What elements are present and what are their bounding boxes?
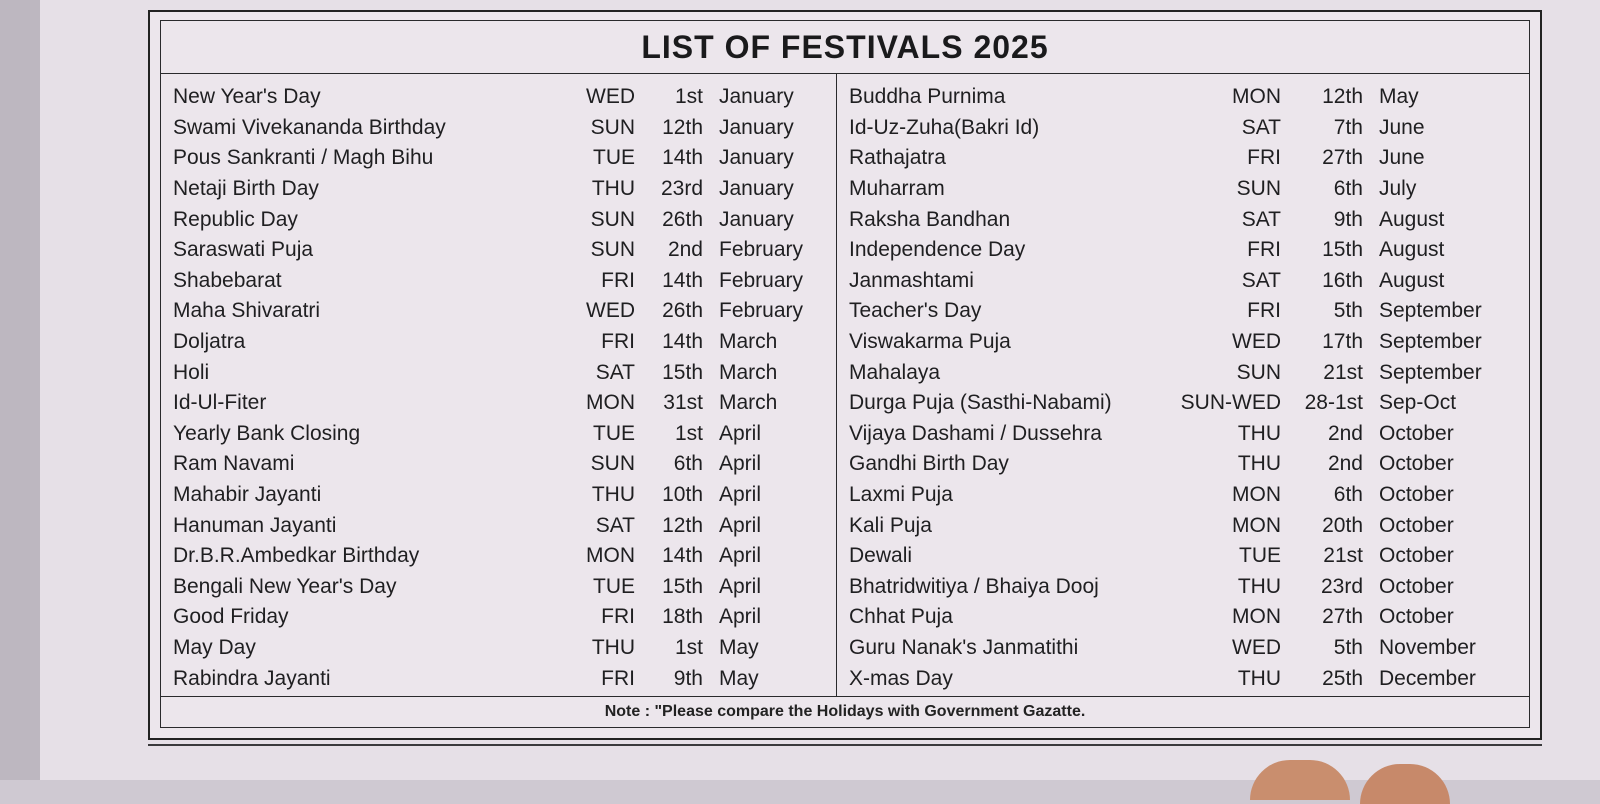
festival-row: [173, 357, 826, 388]
festival-name: Holi: [173, 360, 210, 384]
festival-day: FRI: [601, 605, 635, 629]
page-edge: [0, 0, 41, 780]
festival-name: Dewali: [849, 544, 913, 568]
festival-date: 12th: [662, 513, 703, 537]
festival-date: 18th: [662, 605, 703, 629]
festival-table: [161, 74, 1529, 697]
festival-name: Ram Navami: [173, 452, 295, 476]
festival-row: [849, 602, 1519, 633]
festival-day: TUE: [593, 574, 635, 598]
festival-month: March: [719, 330, 778, 354]
festival-name: Maha Shivaratri: [173, 299, 321, 323]
festival-name: Yearly Bank Closing: [173, 421, 361, 445]
festival-month: Sep-Oct: [1379, 391, 1457, 415]
festival-day: WED: [1232, 635, 1281, 659]
festival-month: October: [1379, 544, 1454, 568]
festival-date: 2nd: [1327, 421, 1363, 445]
festival-date: 10th: [662, 483, 703, 507]
festival-name: Muharram: [849, 177, 945, 201]
festival-month: April: [719, 605, 762, 629]
festival-row: [849, 480, 1519, 511]
festival-date: 15th: [662, 574, 703, 598]
festival-month: May: [719, 666, 759, 690]
festival-name: Mahabir Jayanti: [173, 483, 322, 507]
festival-row: [173, 143, 826, 174]
festival-date: 14th: [662, 544, 703, 568]
festival-date: 21st: [1323, 360, 1363, 384]
page-title: LIST OF FESTIVALS 2025: [641, 28, 1049, 65]
festival-name: Kali Puja: [849, 513, 932, 537]
festival-day: SUN-WED: [1180, 391, 1281, 415]
festival-day: SAT: [595, 360, 635, 384]
festival-day: SAT: [1241, 207, 1281, 231]
festival-row: [173, 113, 826, 144]
festival-month: February: [719, 238, 804, 262]
note-text: Note : "Please compare the Holidays with Government Gazatte.: [604, 703, 1086, 720]
festival-month: April: [719, 574, 762, 598]
festival-name: Janmashtami: [849, 268, 974, 292]
festival-row: [173, 449, 826, 480]
festival-month: October: [1379, 513, 1454, 537]
festival-month: March: [719, 360, 778, 384]
festival-month: January: [719, 146, 794, 170]
festival-date: 14th: [662, 330, 703, 354]
festival-month: April: [719, 544, 762, 568]
festival-day: TUE: [593, 421, 635, 445]
festival-date: 12th: [1322, 85, 1363, 109]
festival-day: TUE: [1239, 544, 1281, 568]
festival-day: THU: [1237, 421, 1281, 445]
festival-row: [849, 388, 1519, 419]
festival-name: May Day: [173, 635, 256, 659]
festival-date: 23rd: [660, 177, 703, 201]
festival-row: [173, 419, 826, 450]
festival-month: April: [719, 421, 762, 445]
festival-date: 21st: [1323, 544, 1363, 568]
festival-month: February: [719, 299, 804, 323]
note-bar: [161, 696, 1529, 727]
festival-date: 6th: [1333, 483, 1363, 507]
festival-row: [849, 235, 1519, 266]
festival-day: WED: [586, 299, 635, 323]
festival-row: [173, 633, 826, 664]
festival-name: X-mas Day: [849, 666, 953, 690]
festival-date: 6th: [673, 452, 703, 476]
festival-list-inner-border: [160, 20, 1530, 728]
festival-row: [849, 113, 1519, 144]
festival-name: Id-Uz-Zuha(Bakri Id): [849, 115, 1040, 139]
festival-row: [849, 357, 1519, 388]
festival-name: Republic Day: [173, 207, 298, 231]
festival-day: SAT: [1241, 115, 1281, 139]
festival-row: [849, 266, 1519, 297]
festival-name: Rathajatra: [849, 146, 946, 170]
festival-row: [173, 388, 826, 419]
festival-name: Doljatra: [173, 330, 246, 354]
festival-day: FRI: [1247, 146, 1281, 170]
festival-date: 5th: [1333, 299, 1363, 323]
festival-month: December: [1379, 666, 1476, 690]
frame-bottom-rule: [148, 744, 1542, 746]
festival-date: 9th: [1333, 207, 1363, 231]
festival-name: Raksha Bandhan: [849, 207, 1011, 231]
festival-day: FRI: [1247, 238, 1281, 262]
festival-name: Chhat Puja: [849, 605, 953, 629]
festival-name: Rabindra Jayanti: [173, 666, 331, 690]
festival-date: 1st: [674, 421, 703, 445]
festival-day: MON: [1232, 605, 1281, 629]
festival-name: Swami Vivekananda Birthday: [173, 115, 446, 139]
festival-date: 20th: [1322, 513, 1363, 537]
festival-name: New Year's Day: [173, 85, 321, 109]
festival-name: Hanuman Jayanti: [173, 513, 337, 537]
festival-day: THU: [591, 483, 635, 507]
festival-row: [173, 541, 826, 572]
festival-month: October: [1379, 421, 1454, 445]
festival-row: [173, 296, 826, 327]
festival-month: October: [1379, 605, 1454, 629]
festival-name: Laxmi Puja: [849, 483, 953, 507]
festival-row: [173, 327, 826, 358]
festival-day: THU: [1237, 666, 1281, 690]
festival-date: 1st: [674, 635, 703, 659]
festival-month: June: [1379, 146, 1425, 170]
festival-month: June: [1379, 115, 1425, 139]
festival-date: 7th: [1333, 115, 1363, 139]
festival-date: 14th: [662, 268, 703, 292]
festival-day: FRI: [1247, 299, 1281, 323]
festival-row: [849, 143, 1519, 174]
festival-month: September: [1379, 299, 1482, 323]
festival-month: November: [1379, 635, 1476, 659]
festival-month: July: [1379, 177, 1417, 201]
festival-day: SUN: [1236, 177, 1281, 201]
festival-day: SUN: [590, 207, 635, 231]
festival-date: 14th: [662, 146, 703, 170]
festival-column-right: [837, 74, 1529, 697]
festival-date: 28-1st: [1304, 391, 1363, 415]
festival-date: 31st: [663, 391, 703, 415]
festival-row: [849, 204, 1519, 235]
festival-date: 1st: [674, 85, 703, 109]
festival-month: August: [1379, 238, 1445, 262]
festival-month: February: [719, 268, 804, 292]
festival-month: October: [1379, 574, 1454, 598]
title-bar: [161, 21, 1529, 74]
festival-day: THU: [1237, 574, 1281, 598]
festival-name: Buddha Purnima: [849, 85, 1006, 109]
festival-row: [173, 82, 826, 113]
festival-month: September: [1379, 360, 1482, 384]
festival-name: Bengali New Year's Day: [173, 574, 397, 598]
festival-month: May: [1379, 85, 1419, 109]
festival-month: January: [719, 85, 794, 109]
festival-day: THU: [591, 635, 635, 659]
festival-row: [173, 480, 826, 511]
festival-month: April: [719, 452, 762, 476]
festival-row: [173, 235, 826, 266]
festival-date: 27th: [1322, 146, 1363, 170]
festival-date: 2nd: [667, 238, 703, 262]
festival-name: Teacher's Day: [849, 299, 982, 323]
festival-date: 12th: [662, 115, 703, 139]
festival-day: SUN: [1236, 360, 1281, 384]
festival-month: April: [719, 513, 762, 537]
festival-row: [173, 572, 826, 603]
festival-row: [849, 449, 1519, 480]
festival-name: Guru Nanak's Janmatithi: [849, 635, 1079, 659]
festival-row: [849, 541, 1519, 572]
festival-date: 15th: [1322, 238, 1363, 262]
festival-date: 15th: [662, 360, 703, 384]
festival-date: 27th: [1322, 605, 1363, 629]
festival-day: WED: [1232, 330, 1281, 354]
festival-month: January: [719, 207, 794, 231]
festival-day: SAT: [1241, 268, 1281, 292]
festival-day: SUN: [590, 238, 635, 262]
festival-name: Saraswati Puja: [173, 238, 314, 262]
festival-date: 9th: [673, 666, 703, 690]
festival-day: THU: [1237, 452, 1281, 476]
festival-month: January: [719, 177, 794, 201]
festival-name: Mahalaya: [849, 360, 941, 384]
festival-day: MON: [586, 544, 635, 568]
festival-day: FRI: [601, 666, 635, 690]
festival-date: 26th: [662, 299, 703, 323]
festival-day: MON: [1232, 483, 1281, 507]
festival-day: THU: [591, 177, 635, 201]
festival-month: April: [719, 483, 762, 507]
festival-row: [849, 327, 1519, 358]
festival-date: 25th: [1322, 666, 1363, 690]
festival-row: [849, 663, 1519, 694]
festival-month: May: [719, 635, 759, 659]
festival-day: SAT: [595, 513, 635, 537]
festival-name: Viswakarma Puja: [849, 330, 1011, 354]
festival-name: Good Friday: [173, 605, 289, 629]
festival-date: 2nd: [1327, 452, 1363, 476]
festival-row: [849, 174, 1519, 205]
festival-name: Shabebarat: [173, 268, 282, 292]
festival-row: [849, 296, 1519, 327]
festival-list-frame: [148, 10, 1542, 740]
festival-column-left: [161, 74, 837, 697]
festival-row: [173, 266, 826, 297]
festival-month: September: [1379, 330, 1482, 354]
festival-name: Pous Sankranti / Magh Bihu: [173, 146, 434, 170]
festival-month: January: [719, 115, 794, 139]
festival-row: [849, 510, 1519, 541]
festival-name: Independence Day: [849, 238, 1026, 262]
festival-row: [173, 602, 826, 633]
festival-row: [173, 663, 826, 694]
festival-name: Netaji Birth Day: [173, 177, 319, 201]
festival-row: [849, 419, 1519, 450]
festival-day: MON: [1232, 85, 1281, 109]
festival-date: 6th: [1333, 177, 1363, 201]
festival-month: October: [1379, 483, 1454, 507]
festival-row: [849, 633, 1519, 664]
festival-day: SUN: [590, 115, 635, 139]
festival-day: MON: [586, 391, 635, 415]
festival-day: TUE: [593, 146, 635, 170]
festival-date: 5th: [1333, 635, 1363, 659]
festival-name: Durga Puja (Sasthi-Nabami): [849, 391, 1112, 415]
festival-date: 26th: [662, 207, 703, 231]
festival-name: Gandhi Birth Day: [849, 452, 1009, 476]
festival-row: [849, 572, 1519, 603]
festival-name: Id-Ul-Fiter: [173, 391, 267, 415]
festival-day: MON: [1232, 513, 1281, 537]
festival-row: [849, 82, 1519, 113]
festival-name: Dr.B.R.Ambedkar Birthday: [173, 544, 420, 568]
festival-month: August: [1379, 207, 1445, 231]
festival-name: Vijaya Dashami / Dussehra: [849, 421, 1102, 445]
festival-row: [173, 174, 826, 205]
festival-month: October: [1379, 452, 1454, 476]
festival-month: August: [1379, 268, 1445, 292]
festival-date: 23rd: [1320, 574, 1363, 598]
festival-row: [173, 510, 826, 541]
festival-date: 16th: [1322, 268, 1363, 292]
festival-day: FRI: [601, 330, 635, 354]
festival-day: WED: [586, 85, 635, 109]
festival-name: Bhatridwitiya / Bhaiya Dooj: [849, 574, 1099, 598]
festival-day: SUN: [590, 452, 635, 476]
festival-day: FRI: [601, 268, 635, 292]
festival-row: [173, 204, 826, 235]
festival-month: March: [719, 391, 778, 415]
festival-date: 17th: [1322, 330, 1363, 354]
